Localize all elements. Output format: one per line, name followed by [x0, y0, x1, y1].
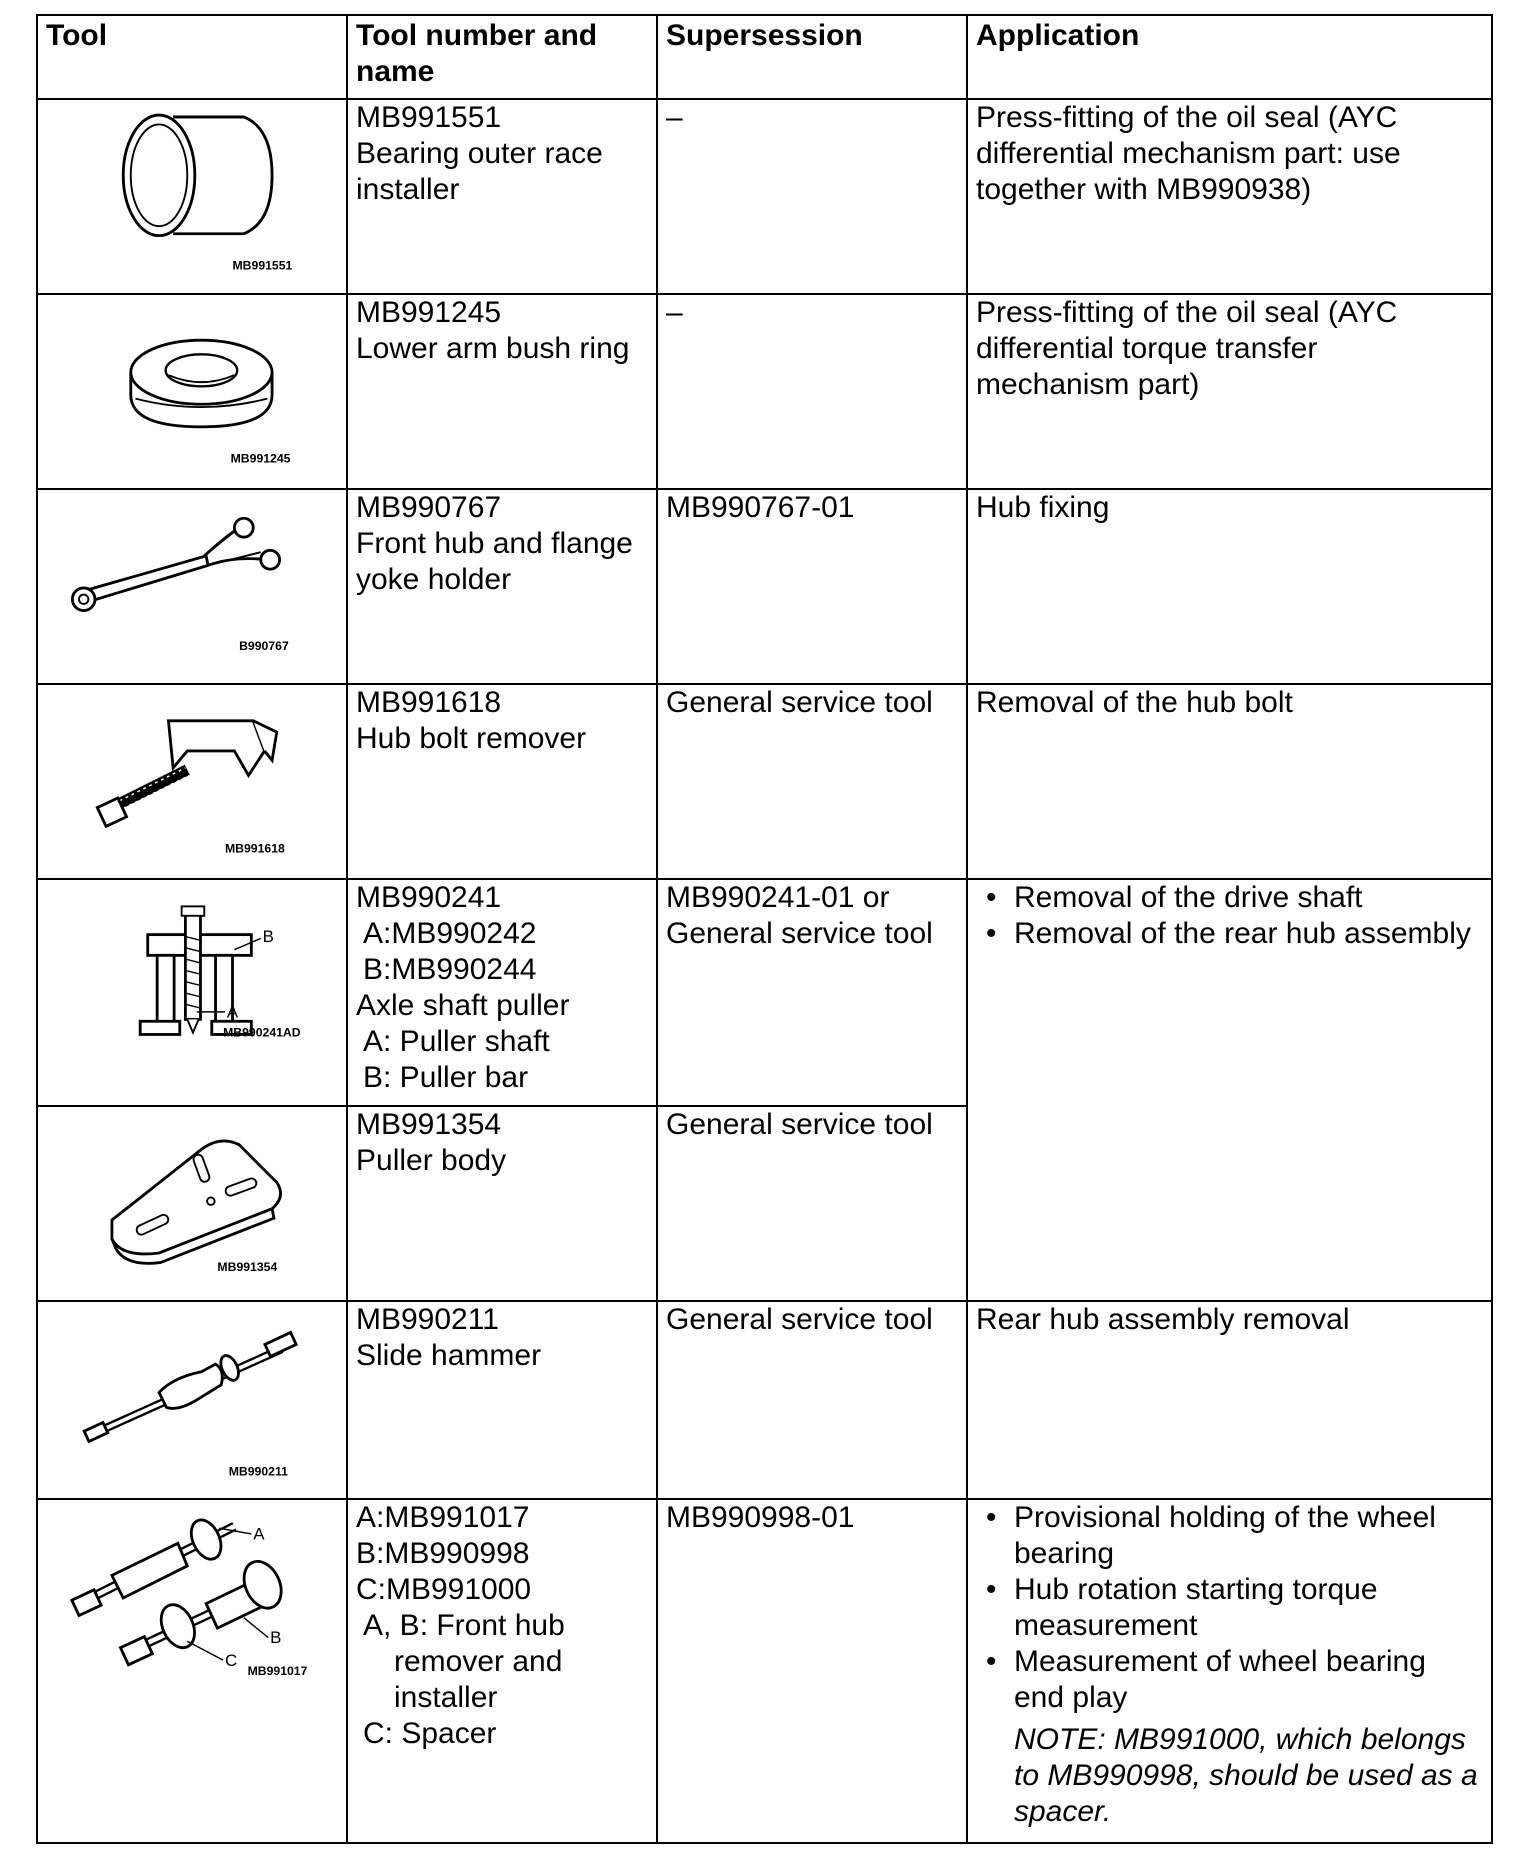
label-a: A: [253, 1524, 265, 1544]
supersession-cell: [657, 684, 967, 879]
supersession-cell: [657, 99, 967, 294]
tool-part-number: C:MB991000: [356, 1573, 532, 1606]
tool-number: MB991245: [356, 296, 502, 329]
list-item: [976, 1644, 1483, 1716]
application-text: Press-fitting of the oil seal (AYC: [976, 296, 1398, 329]
note-text: [976, 1722, 1483, 1830]
tool-part-number: A:MB990242: [363, 917, 537, 950]
yoke-holder-icon: [46, 490, 338, 674]
tool-name: A, B: Front hub: [363, 1609, 565, 1642]
note-line: spacer.: [1014, 1795, 1112, 1828]
tool-part-number: B:MB990998: [356, 1537, 530, 1570]
supersession-text: MB990767-01: [666, 491, 855, 524]
label-a: A: [226, 1002, 239, 1022]
table-row: [37, 879, 1492, 1106]
list-item: • Removal of the rear hub assembly: [976, 916, 1483, 952]
note-line: NOTE: MB991000, which belongs: [1014, 1723, 1466, 1756]
tool-name: Hub bolt remover: [356, 722, 587, 755]
supersession-text: MB990998-01: [666, 1501, 855, 1534]
tool-number-name-cell: [347, 1499, 657, 1843]
list-item: [976, 1572, 1483, 1644]
tool-image-cell: [37, 99, 347, 294]
tool-image-cell: [37, 1301, 347, 1499]
list-item-text: • Measurement of wheel bearing: [1014, 1645, 1426, 1678]
list-item-text: measurement: [1014, 1609, 1198, 1642]
application-cell: [967, 684, 1492, 879]
application-cell: [967, 99, 1492, 294]
application-text: Removal of the hub bolt: [976, 686, 1293, 719]
application-list: [976, 880, 1483, 952]
tool-name: installer: [356, 173, 460, 206]
label-c: C: [224, 1650, 238, 1670]
tool-name: Bearing outer race: [356, 137, 603, 170]
hub-bolt-remover-icon: [46, 685, 338, 869]
table-row: [37, 99, 1492, 294]
supersession-text: –: [666, 101, 683, 134]
tool-image-cell: [37, 684, 347, 879]
application-text: mechanism part): [976, 368, 1200, 401]
application-cell: [967, 1301, 1492, 1499]
list-item: [976, 1500, 1483, 1572]
tool-part-number: A:MB991017: [356, 1501, 530, 1534]
tool-name: Axle shaft puller: [356, 989, 570, 1022]
application-text: Rear hub assembly removal: [976, 1303, 1350, 1336]
tool-part-name: A: Puller shaft: [363, 1025, 550, 1058]
supersession-cell: [657, 1106, 967, 1301]
application-cell: [967, 489, 1492, 684]
table-row: [37, 1301, 1492, 1499]
list-item-text: bearing: [1014, 1537, 1115, 1570]
supersession-cell: [657, 294, 967, 489]
tool-number-name-cell: [347, 879, 657, 1106]
tool-part-name: B: Puller bar: [363, 1061, 529, 1094]
header-row: [37, 15, 1492, 99]
tool-caption: MB991017: [247, 1664, 308, 1679]
tool-name: Slide hammer: [356, 1339, 542, 1372]
tool-number-name-cell: [347, 1106, 657, 1301]
tool-caption: MB990241AD: [223, 1025, 301, 1040]
supersession-cell: [657, 489, 967, 684]
slide-hammer-icon: [46, 1302, 338, 1489]
supersession-text: General service tool: [666, 917, 933, 950]
supersession-text: MB990241-01 or: [666, 881, 890, 914]
supersession-cell: [657, 1499, 967, 1843]
tool-image-cell: [37, 1106, 347, 1301]
application-cell: [967, 879, 1492, 1301]
supersession-cell: [657, 879, 967, 1106]
tool-number: MB990241: [356, 881, 502, 914]
table-row: [37, 1499, 1492, 1843]
tool-name: Lower arm bush ring: [356, 332, 630, 365]
tool-caption: MB991245: [230, 451, 291, 466]
tool-caption: MB990211: [228, 1464, 288, 1479]
header-application: Application: [967, 15, 1492, 99]
supersession-text: –: [666, 296, 683, 329]
list-item-text: • Provisional holding of the wheel: [1014, 1501, 1436, 1534]
header-tool: Tool: [37, 15, 347, 99]
tool-part-number: B:MB990244: [363, 953, 537, 986]
tool-part-name: C: Spacer: [363, 1717, 497, 1750]
supersession-cell: [657, 1301, 967, 1499]
tool-number-name-cell: [347, 99, 657, 294]
table-row: [37, 684, 1492, 879]
application-text: differential torque transfer: [976, 332, 1318, 365]
tool-image-cell: [37, 1499, 347, 1843]
special-tools-table: [36, 14, 1493, 1844]
application-text: differential mechanism part: use: [976, 137, 1401, 170]
application-list: [976, 1500, 1483, 1716]
header-tool-number-name: Tool number and name: [347, 15, 657, 99]
list-item: • Removal of the drive shaft: [976, 880, 1483, 916]
note-line: to MB990998, should be used as a: [1014, 1759, 1478, 1792]
axle-shaft-puller-icon: [46, 880, 338, 1094]
tool-image-cell: [37, 294, 347, 489]
tool-number-name-cell: [347, 1301, 657, 1499]
tool-caption: B990767: [239, 639, 289, 654]
supersession-text: General service tool: [666, 686, 933, 719]
tool-name: remover and: [394, 1645, 563, 1678]
tool-number-name-cell: [347, 684, 657, 879]
tool-number-name-cell: [347, 294, 657, 489]
supersession-text: General service tool: [666, 1303, 933, 1336]
tool-caption: MB991551: [232, 258, 293, 273]
application-cell: [967, 294, 1492, 489]
tool-number: MB991354: [356, 1108, 502, 1141]
supersession-text: General service tool: [666, 1108, 933, 1141]
tool-caption: MB991354: [217, 1259, 278, 1274]
tool-number-name-cell: [347, 489, 657, 684]
tool-name: Front hub and flange: [356, 527, 633, 560]
list-item-text: end play: [1014, 1681, 1128, 1714]
tool-number: MB990211: [356, 1303, 499, 1336]
puller-body-icon: [46, 1107, 338, 1291]
application-text: together with MB990938): [976, 173, 1312, 206]
bearing-outer-race-installer-icon: [46, 100, 338, 284]
lower-arm-bush-ring-icon: [46, 295, 338, 479]
tool-caption: MB991618: [224, 841, 285, 856]
header-supersession: Supersession: [657, 15, 967, 99]
table-row: [37, 489, 1492, 684]
tool-name: yoke holder: [356, 563, 512, 596]
application-text: Press-fitting of the oil seal (AYC: [976, 101, 1398, 134]
tool-name: Puller body: [356, 1144, 507, 1177]
table-row: [37, 294, 1492, 489]
tool-number: MB991551: [356, 101, 502, 134]
label-b: B: [270, 1628, 282, 1648]
tool-image-cell: [37, 879, 347, 1106]
list-item-text: • Hub rotation starting torque: [1014, 1573, 1378, 1606]
tool-number: MB991618: [356, 686, 502, 719]
label-b: B: [262, 927, 274, 947]
application-cell: [967, 1499, 1492, 1843]
tool-number: MB990767: [356, 491, 502, 524]
application-text: Hub fixing: [976, 491, 1110, 524]
front-hub-remover-installer-icon: [46, 1500, 338, 1824]
tool-image-cell: [37, 489, 347, 684]
tool-name: installer: [394, 1681, 498, 1714]
